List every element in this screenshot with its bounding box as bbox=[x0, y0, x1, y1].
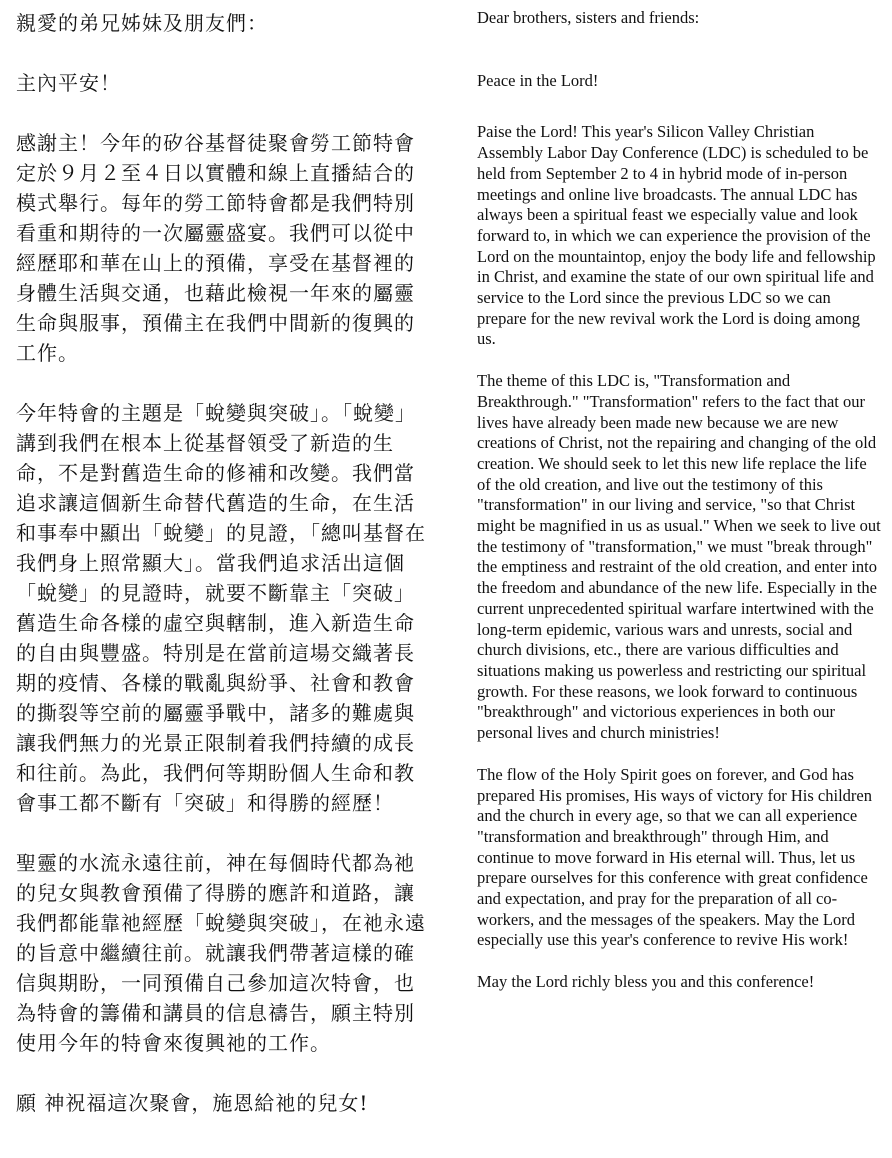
english-paragraph-2: The theme of this LDC is, "Transformation and Breakthrough." "Transformation" refers to the fact that our lives have already been made new because we are new creations of Christ, not the repairing and changing of the old creation. We should seek to let this new life replace the life of the old creation, and live out the testimony of this "transformation" in our living and service, "so that Christ might be magnified in us as usual." When we seek to live out the testimony of "transformation," we must "break through" the emptiness and restraint of the old creation, and enter into the freedom and abundance of the new life. Especially in the current unprecedented spiritual warfare intertwined with the long-term epidemic, various wars and unrests, social and church divisions, etc., there are various difficulties and situations making us powerless and restricting our spiritual growth. For these reasons, we look forward to continuous "breakthrough" and victorious experiences in both our personal lives and church ministries! bbox=[477, 371, 881, 743]
english-salutation: Dear brothers, sisters and friends: bbox=[477, 8, 700, 27]
english-paragraph-3: The flow of the Holy Spirit goes on forever, and God has prepared His promises, His ways of victory for His children and the church in every age, so that we can all experience "transformation and breakthrough" through Him, and continue to move forward in His eternal will. Thus, let us prepare ourselves for this conference with great confidence and expectation, and pray for the preparation of all co-workers, and the messages of the speakers. May the Lord especially use this year's conference to revive His work! bbox=[477, 764, 872, 950]
chinese-letter-column bbox=[16, 8, 426, 1118]
english-greeting: Peace in the Lord! bbox=[477, 70, 599, 90]
english-letter-column bbox=[477, 8, 882, 993]
chinese-paragraph-3: 聖靈的水流永遠往前，神在每個時代都為祂的兒女與教會預備了得勝的應許和道路，讓我們都能靠祂經歷「蛻變與突破」，在祂永遠的旨意中繼續往前。就讓我們帶著這樣的確信與期盼，一同預備自己參加這次特會，也為特會的籌備和講員的信息禱告，願主特別使用今年的特會來復興祂的工作。 bbox=[16, 851, 426, 1055]
chinese-paragraph-2: 今年特會的主題是「蛻變與突破」。「蛻變」講到我們在根本上從基督領受了新造的生命，不是對舊造生命的修補和改變。我們當追求讓這個新生命替代舊造的生命，在生活和事奉中顯出「蛻變」的見證，「總叫基督在我們身上照常顯大」。當我們追求活出這個「蛻變」的見證時，就要不斷靠主「突破」舊造生命各樣的虛空與轄制，進入新造生命的自由與豐盛。特別是在當前這場交織著長期的疫情、各樣的戰亂與紛爭、社會和教會的撕裂等空前的屬靈爭戰中，諸多的難處與讓我們無力的光景正限制着我們持續的成長和往前。為此，我們何等期盼個人生命和教會事工都不斷有「突破」和得勝的經歷！ bbox=[16, 401, 426, 815]
chinese-greeting: 主內平安！ bbox=[16, 71, 121, 95]
chinese-closing-blessing: 願 神祝福這次聚會，施恩給祂的兒女! bbox=[16, 1091, 369, 1115]
chinese-salutation: 親愛的弟兄姊妹及朋友們： bbox=[16, 11, 268, 35]
english-closing-blessing: May the Lord richly bless you and this conference! bbox=[477, 972, 815, 992]
english-paragraph-1: Paise the Lord! This year's Silicon Valley Christian Assembly Labor Day Conference (LDC) is scheduled to be held from September 2 to 4 in hybrid mode of in-person meetings and online live broadcasts. The annual LDC has always been a spiritual feast we especially value and look forward to, in which we can experience the provision of the Lord on the mountaintop, enjoy the body life and fellowship in Christ, and examine the state of our own spiritual life and service to the Lord since the previous LDC so we can prepare for the new revival work the Lord is doing among us. bbox=[477, 122, 876, 349]
chinese-paragraph-1: 感謝主！今年的矽谷基督徒聚會勞工節特會定於９月２至４日以實體和線上直播結合的模式舉行。每年的勞工節特會都是我們特別看重和期待的一次屬靈盛宴。我們可以從中經歷耶和華在山上的預備，享受在基督裡的身體生活與交通，也藉此檢視一年來的屬靈生命與服事，預備主在我們中間新的復興的工作。 bbox=[16, 131, 415, 365]
